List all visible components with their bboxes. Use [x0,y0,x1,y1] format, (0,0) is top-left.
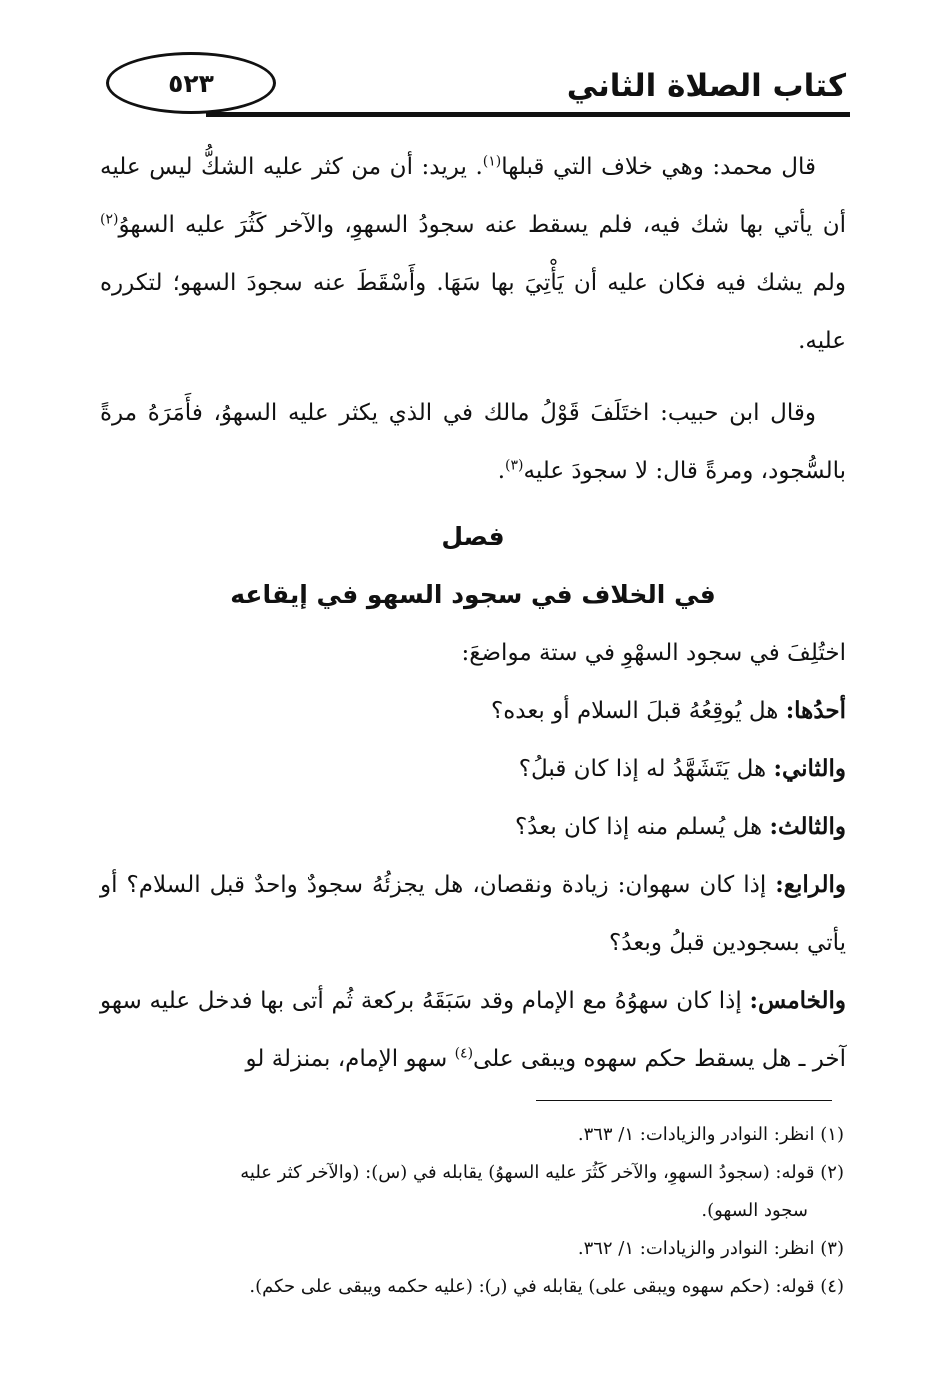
paragraph-2-text: وقال ابن حبيب: اختَلَفَ قَوْلُ مالك في الذي يكثر عليه السهوُ، فأَمَرَهُ مرةً بالسُّجود، ومرةً قال: لا سجودَ عليه [100,400,846,484]
list-item-lead: والرابع: [775,871,846,898]
list-item-lead: والثالث: [769,813,846,840]
list-item [100,972,846,1088]
list-item-text-end: سهو الإمام، بمنزلة لو [245,1046,455,1072]
footnote-2: (٢) قوله: (سجودُ السهوِ، والآخر كَثُرَ عليه السهوُ) يقابله في (س): (والآخر كثر عليه [240,1162,844,1183]
page-number-frame [106,52,276,114]
paragraph-1-text: قال محمد: وهي خلاف التي قبلها [501,154,816,180]
list-item-text: إذا كان سهوان: زيادة ونقصان، هل يجزئُهُ سجودٌ واحدٌ قبل السلام؟ أو يأتي بسجودين قبلُ وبعدُ؟ [100,872,846,956]
footnote-ref-3: (٣) [505,457,524,474]
footnote-ref-4: (٤) [454,1045,474,1062]
section-subheading: في الخلاف في سجود السهو في إيقاعه [230,580,716,609]
footnote-2-continued: سجود السهو). [701,1200,808,1221]
page-header [96,46,850,126]
list-item [100,798,846,856]
list-item-text: هل يَتَشَهَّدُ له إذا كان قبلُ؟ [518,756,774,782]
list-item [100,856,846,972]
main-text [100,138,846,1088]
book-title: كتاب الصلاة الثاني [566,68,846,104]
page-number: ٥٢٣ [168,68,214,98]
footnote-ref-1: (١) [482,153,502,170]
paragraph-1-text-2: . يريد: أن من كثر عليه الشكُّ ليس عليه أن يأتي بها شك فيه، فلم يسقط عنه سجودُ السهوِ، والآخر كَثُرَ عليه السهوُ [100,154,846,238]
footnote-4: (٤) قوله: (حكم سهوه ويبقى على) يقابله في (ر): (عليه حكمه ويبقى على حكم). [249,1276,844,1297]
list-item-lead: أحدُها: [785,697,846,724]
list-item-text: هل يُسلم منه إذا كان بعدُ؟ [514,814,770,840]
list-item-lead: والثاني: [773,755,846,782]
list-item [100,740,846,798]
list-item [100,682,846,740]
paragraph-1 [100,138,846,370]
list-item-lead: والخامس: [749,987,846,1014]
section-heading: فصل [441,522,505,551]
list-item-text: إذا كان سهوُهُ مع الإمام وقد سَبَقَهُ بركعة ثُم أتى بها فدخل عليه سهو آخر ـ هل يسقط حكم سهوه ويبقى على [100,988,846,1072]
list-item-text: هل يُوقِعُهُ قبلَ السلام أو بعده؟ [491,698,786,724]
footnote-separator [536,1100,832,1101]
header-rule [206,112,850,117]
footnote-3: (٣) انظر: النوادر والزيادات: ١/ ٣٦٢. [577,1238,844,1259]
footnotes [100,1116,844,1306]
paragraph-3: اختُلِفَ في سجود السهْوِ في ستة مواضعَ: [461,640,846,666]
paragraph-2-end: . [497,458,506,484]
paragraph-2 [100,384,846,500]
footnote-ref-2: (٢) [100,211,119,228]
footnote-1: (١) انظر: النوادر والزيادات: ١/ ٣٦٣. [577,1124,844,1145]
paragraph-1-text-3: ولم يشك فيه فكان عليه أن يَأْتِيَ بها سَهَا. وأَسْقَطَ عنه سجودَ السهو؛ لتكرره عليه. [100,270,846,354]
